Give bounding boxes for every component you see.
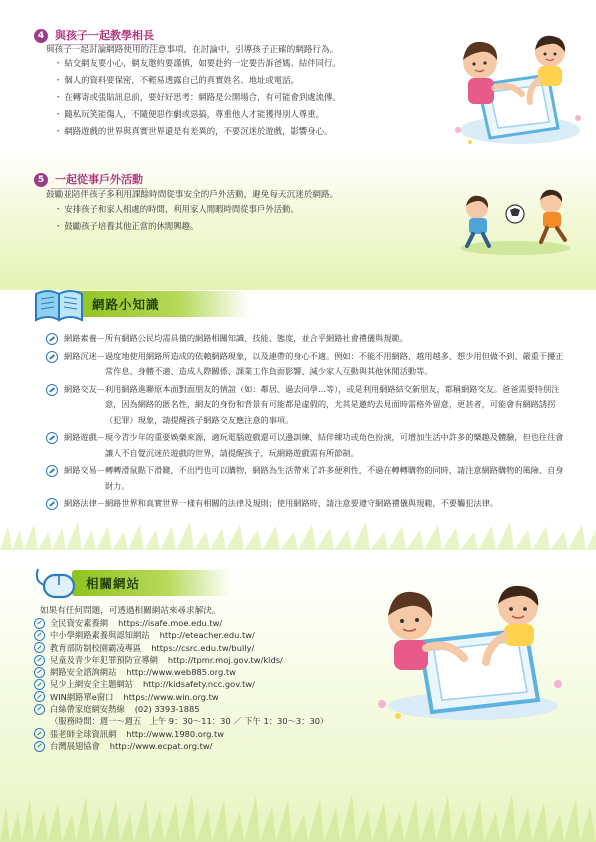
pencil-check-icon (34, 741, 45, 752)
section-5-title: 一起從事戶外活動 (51, 170, 147, 189)
link-name: 兒童及青少年犯罪預防宣導網 (50, 654, 158, 665)
link-url[interactable]: https://csrc.edu.tw/bully/ (151, 642, 255, 653)
link-url[interactable]: http://kidsafety.ncc.gov.tw/ (142, 679, 255, 690)
glossary-desc: 轉轉滑鼠點下滑鍵，不出門也可以購物，網路為生活帶來了許多便利性，不過在轉轉購物的同時，請注意網路購物的風險、自身財力。 (104, 465, 564, 491)
link-item[interactable] (34, 666, 328, 678)
link-url[interactable]: http://www.1980.org.tw (126, 728, 225, 739)
link-item[interactable] (34, 740, 328, 752)
section-number-badge: 4 (34, 29, 48, 43)
links-title: 相關網站 (72, 570, 230, 596)
glossary-desc: 網路世界和真實世界一樣有相關的法律及規則；使用網路時，請注意要遵守網路禮儀與規範，不要觸犯法律。 (104, 498, 498, 508)
children-monitor-illustration (368, 584, 568, 724)
link-item (34, 703, 328, 715)
link-item[interactable] (34, 642, 328, 654)
glossary-item (46, 463, 566, 494)
pencil-check-icon (34, 679, 45, 690)
list-item: ・ 安排孩子和家人相處的時間，利用家人閒暇時間從事戶外活動。 (54, 201, 299, 218)
pencil-check-icon (34, 642, 45, 653)
pencil-check-icon (34, 691, 45, 702)
link-name: 張老師全球資訊網 (50, 728, 117, 739)
link-name: 網路安全諮詢網站 (50, 667, 117, 678)
section-number-badge: 5 (34, 173, 48, 187)
pencil-check-icon (46, 333, 58, 345)
links-heading (32, 565, 230, 601)
section-4-list (54, 55, 341, 140)
pencil-check-icon (34, 667, 45, 678)
link-item[interactable] (34, 691, 328, 703)
grass-decoration-bottom (0, 792, 596, 842)
pencil-check-icon (34, 630, 45, 641)
pencil-check-icon (46, 432, 58, 444)
link-url[interactable]: https://www.win.org.tw (123, 691, 219, 702)
hotline-number: (02) 3393-1885 (134, 704, 200, 715)
pencil-check-icon (46, 351, 58, 363)
pencil-check-icon (34, 655, 45, 666)
children-computer-illustration (450, 30, 585, 150)
knowledge-heading (32, 284, 250, 324)
service-hours: （服務時間：週一～週五 上午 9：30～11：30 ／ 下午 1：30～3：30） (50, 716, 329, 727)
knowledge-title: 網路小知識 (74, 291, 250, 317)
list-item: ・ 網路遊戲的世界與真實世界還是有差異的，不要沉迷於遊戲，影響身心。 (54, 123, 341, 140)
links-list (34, 617, 328, 752)
glossary-item (46, 382, 566, 429)
glossary-desc: 利用網路進聯原本面對面朋友的情誼（如：鄰居、過去同學…等），或是利用網路結交新朋友，都稱網路交友。爸爸需要特別注意，因為網路的匿名性，網友的身份和背景有可能都是虛假的，尤其是邀約去見面時需格外留意，更甚者，可能會有網路誘拐（犯罪）現象，請提醒孩子網路交友應注意的事項。 (104, 383, 560, 425)
section-4-title: 與孩子一起教學相長 (51, 26, 158, 45)
link-name: 台灣展翅協會 (50, 740, 100, 751)
glossary-desc: 過度地使用網路所造成的依賴網路現象，以及連帶的身心不適。例如：不能不用網路、越用越多、想少用但做不到、嚴重干擾正常作息、身體不適、造成人際關係、課業工作負面影響、減少家人互動與其他休閒活動等。 (104, 350, 564, 376)
grass-decoration-middle (0, 520, 596, 550)
link-url[interactable]: http://eteacher.edu.tw/ (159, 630, 255, 641)
glossary-term: 網路交易－ (64, 465, 105, 475)
glossary-term: 網路交友－ (64, 383, 105, 394)
list-item: ・ 隨私玩笑能傷人，不隨便惡作劇或惡搞，尊重他人才能獲得別人尊重。 (54, 106, 341, 123)
knowledge-list (46, 331, 566, 512)
list-item: ・ 結交網友要小心，網友邀約要謹慎，如要赴約一定要告訴爸媽、結伴同行。 (54, 55, 341, 72)
link-item[interactable] (34, 629, 328, 641)
link-url[interactable]: https://isafe.moe.edu.tw/ (118, 618, 223, 628)
section-5-heading (34, 170, 147, 189)
link-item[interactable] (34, 654, 328, 666)
pencil-check-icon (46, 465, 58, 477)
section-4-intro: 與孩子一起討論網路使用的注意事項，在討論中，引導孩子正確的網路行為。 (46, 45, 339, 55)
glossary-item (46, 349, 566, 380)
link-name: 兒少上網安全主題網站 (50, 679, 133, 690)
glossary-item (46, 331, 566, 347)
list-item: ・ 鼓勵孩子培養其他正當的休閒興趣。 (54, 218, 299, 235)
pencil-check-icon (34, 704, 45, 715)
link-name: 白絲帶家庭網安熱線 (50, 704, 125, 715)
pencil-check-icon (34, 618, 45, 629)
pencil-check-icon (46, 384, 58, 396)
link-url[interactable]: http://www.web885.org.tw (126, 667, 236, 678)
list-item: ・ 個人的資料要保密，不輕易透露自己的真實姓名、地址或電話。 (54, 72, 341, 89)
section-5-list (54, 201, 299, 235)
glossary-term: 網路法律－ (64, 498, 105, 508)
glossary-term: 網路遊戲－ (64, 432, 105, 442)
book-icon (32, 284, 86, 324)
list-item: ・ 在轉寄或張貼訊息前，要好好思考：網路是公開場合，有可能會到處流傳。 (54, 89, 341, 106)
link-item[interactable] (34, 728, 328, 740)
link-item[interactable] (34, 617, 328, 629)
link-url[interactable]: http://www.ecpat.org.tw/ (109, 740, 213, 751)
mouse-icon (32, 565, 82, 601)
link-name: 中小學網路素養與認知網站 (50, 630, 150, 641)
link-name: WIN網路單e窗口 (50, 691, 114, 702)
glossary-item (46, 496, 566, 512)
pencil-check-icon (34, 728, 45, 739)
pencil-check-icon (46, 498, 58, 510)
link-url[interactable]: http://tpmr.moj.gov.tw/kids/ (167, 654, 283, 665)
link-name: 教育部防制校園霸凌專區 (50, 642, 142, 653)
glossary-desc: 現今青少年的重要娛樂來源，適玩電腦遊戲還可以邊訓練、結伴練功或角色扮演，可增加生活中許多的樂趣及體驗，但也往往會讓人不自覺沉迷於遊戲的世界，請提醒孩子，玩網路遊戲需有所節制。 (104, 432, 564, 458)
section-5-intro: 鼓勵並陪伴孩子多利用課餘時間從事安全的戶外活動，避免每天沉迷於網路。 (46, 190, 339, 200)
links-intro: 如果有任何問題，可透過相關網站來尋求解決。 (40, 606, 221, 616)
glossary-item (46, 430, 566, 461)
glossary-term: 網路素養－ (64, 333, 105, 343)
link-name: 全民資安素養網 (50, 618, 109, 628)
glossary-term: 網路沉迷－ (64, 350, 105, 361)
glossary-desc: 所有網路公民均需具備的網路相關知識、技能、態度，並合乎網路社會禮儀與規範。 (104, 333, 408, 343)
link-item[interactable] (34, 678, 328, 690)
children-playing-illustration (455, 178, 575, 258)
